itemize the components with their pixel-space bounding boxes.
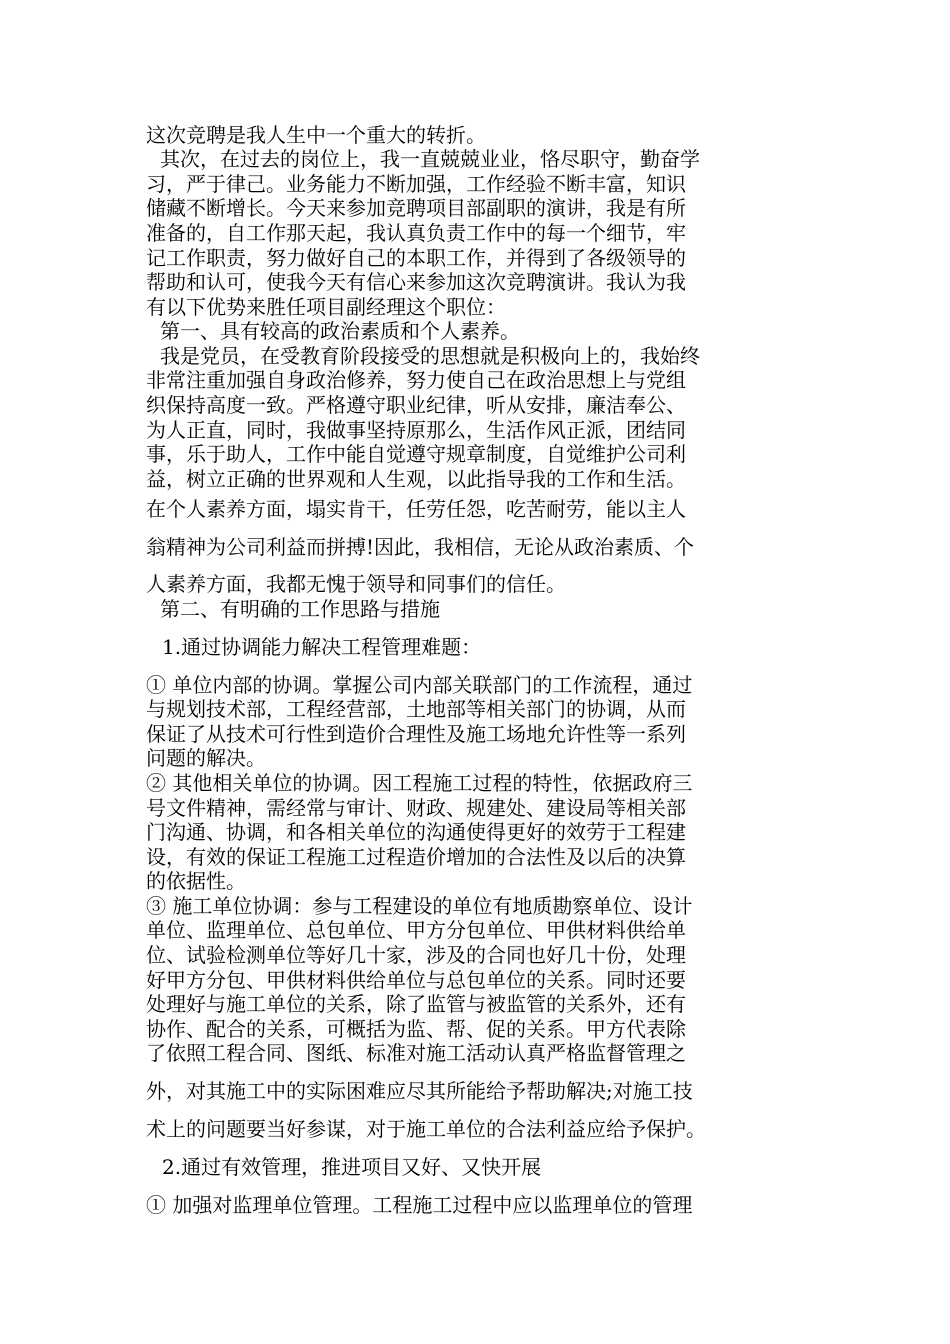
text-line: ① 加强对监理单位管理。工程施工过程中应以监理单位的管理 <box>146 1193 693 1217</box>
text-line: 与规划技术部，工程经营部，土地部等相关部门的协调，从而 <box>146 697 686 721</box>
subsection-heading: 2.通过有效管理，推进项目又好、又快开展 <box>162 1155 542 1179</box>
text-line: 了依照工程合同、图纸、标准对施工活动认真严格监督管理之 <box>146 1041 686 1065</box>
text-line: 人素养方面，我都无愧于领导和同事们的信任。 <box>146 572 566 596</box>
subsection-heading: 1.通过协调能力解决工程管理难题： <box>162 635 482 659</box>
text-line: 习，严于律己。业务能力不断加强，工作经验不断丰富，知识 <box>146 172 686 196</box>
text-line: 储藏不断增长。今天来参加竞聘项目部副职的演讲，我是有所 <box>146 196 686 220</box>
text-line: 问题的解决。 <box>146 746 266 770</box>
section-heading: 第一、具有较高的政治素质和个人素养。 <box>160 319 520 343</box>
text-line: 准备的，自工作那天起，我认真负责工作中的每一个细节，牢 <box>146 221 686 245</box>
text-line: 术上的问题要当好参谋，对于施工单位的合法利益应给予保护。 <box>146 1117 706 1141</box>
text-line: 有以下优势来胜任项目副经理这个职位： <box>146 295 506 319</box>
text-line: 单位、监理单位、总包单位、甲方分包单位、甲供材料供给单 <box>146 918 686 942</box>
text-line: 协作、配合的关系，可概括为监、帮、促的关系。甲方代表除 <box>146 1017 686 1041</box>
text-line: 益，树立正确的世界观和人生观，以此指导我的工作和生活。 <box>146 467 686 491</box>
text-line: 其次，在过去的岗位上，我一直兢兢业业，恪尽职守，勤奋学 <box>160 147 700 171</box>
text-line: 这次竞聘是我人生中一个重大的转折。 <box>146 123 486 147</box>
section-heading: 第二、有明确的工作思路与措施 <box>160 597 440 621</box>
text-line: 翁精神为公司利益而拼搏!因此，我相信，无论从政治素质、个 <box>146 535 695 559</box>
text-line: 我是党员，在受教育阶段接受的思想就是积极向上的，我始终 <box>160 344 700 368</box>
text-line: 好甲方分包、甲供材料供给单位与总包单位的关系。同时还要 <box>146 968 686 992</box>
text-line: ③ 施工单位协调：参与工程建设的单位有地质勘察单位、设计 <box>146 894 693 918</box>
text-line: ① 单位内部的协调。掌握公司内部关联部门的工作流程，通过 <box>146 673 693 697</box>
text-line: 在个人素养方面，塌实肯干，任劳任怨，吃苦耐劳，能以主人 <box>146 497 686 521</box>
text-line: 记工作职责，努力做好自己的本职工作，并得到了各级领导的 <box>146 246 686 270</box>
text-line: 的依据性。 <box>146 869 246 893</box>
text-line: 号文件精神，需经常与审计、财政、规建处、建设局等相关部 <box>146 796 686 820</box>
text-line: 位、试验检测单位等好几十家，涉及的合同也好几十份，处理 <box>146 943 686 967</box>
text-line: 外，对其施工中的实际困难应尽其所能给予帮助解决;对施工技 <box>146 1079 693 1103</box>
text-line: 非常注重加强自身政治修养，努力使自己在政治思想上与党组 <box>146 368 686 392</box>
text-line: 保证了从技术可行性到造价合理性及施工场地允许性等一系列 <box>146 722 686 746</box>
text-line: ② 其他相关单位的协调。因工程施工过程的特性，依据政府三 <box>146 771 693 795</box>
text-line: 织保持高度一致。严格遵守职业纪律，听从安排，廉洁奉公、 <box>146 393 686 417</box>
text-line: 处理好与施工单位的关系，除了监管与被监管的关系外，还有 <box>146 992 686 1016</box>
text-line: 事，乐于助人，工作中能自觉遵守规章制度，自觉维护公司利 <box>146 442 686 466</box>
text-line: 设，有效的保证工程施工过程造价增加的合法性及以后的决算 <box>146 845 686 869</box>
text-line: 门沟通、协调，和各相关单位的沟通使得更好的效劳于工程建 <box>146 820 686 844</box>
text-line: 帮助和认可，使我今天有信心来参加这次竞聘演讲。我认为我 <box>146 270 686 294</box>
text-line: 为人正直，同时，我做事坚持原那么，生活作风正派，团结同 <box>146 418 686 442</box>
